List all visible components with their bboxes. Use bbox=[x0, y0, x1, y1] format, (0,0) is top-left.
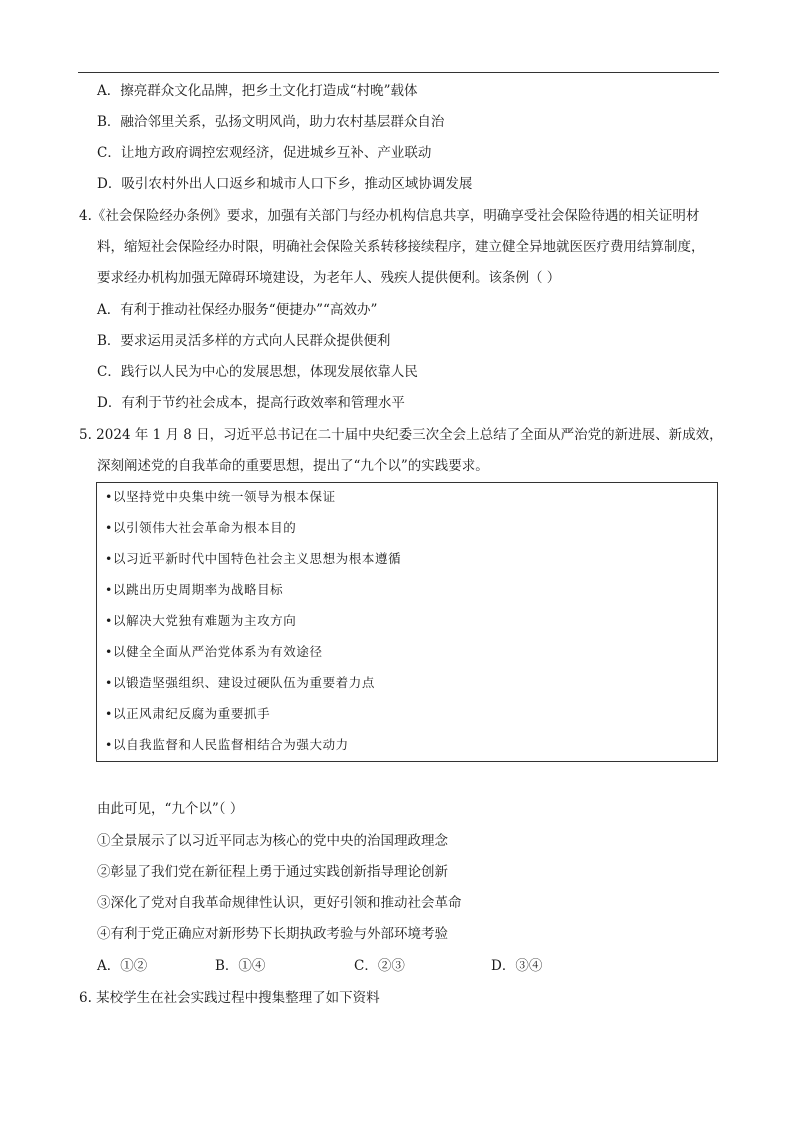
q6-stem: 6. 某校学生在社会实践过程中搜集整理了如下资料 bbox=[79, 990, 380, 1006]
q5-statement-4: ④有利于党正确应对新形势下长期执政考验与外部环境考验 bbox=[97, 926, 448, 942]
q5-statement-2: ②彰显了我们党在新征程上勇于通过实践创新指导理论创新 bbox=[97, 864, 448, 880]
q4-stem-line-3: 要求经办机构加强无障碍环境建设，为老年人、残疾人提供便利。该条例（ ） bbox=[97, 270, 561, 286]
q3-option-b: B．融洽邻里关系，弘扬文明风尚，助力农村基层群众自治 bbox=[97, 114, 445, 130]
q5-question: 由此可见，“九个以”（ ） bbox=[97, 801, 244, 817]
q5-statement-3: ③深化了党对自我革命规律性认识，更好引领和推动社会革命 bbox=[97, 895, 462, 911]
q5-choice-b: B．①④ bbox=[215, 958, 266, 974]
q3-option-d: D．吸引农村外出人口返乡和城市人口下乡，推动区域协调发展 bbox=[97, 176, 473, 192]
box-item: •以解决大党独有难题为主攻方向 bbox=[105, 613, 297, 628]
q5-stem-line-2: 深刻阐述党的自我革命的重要思想，提出了“九个以”的实践要求。 bbox=[97, 458, 489, 474]
q4-option-b: B．要求运用灵活多样的方式向人民群众提供便利 bbox=[97, 333, 391, 349]
q4-stem-line-2: 料，缩短社会保险经办时限，明确社会保险关系转移接续程序，建立健全异地就医医疗费用结算制度， bbox=[97, 239, 705, 255]
q5-material-box bbox=[96, 482, 718, 762]
q5-stem-line-1: 5. 2024 年 1 月 8 日，习近平总书记在二十届中央纪委三次全会上总结了全面从严治党的新进展、新成效， bbox=[79, 427, 723, 443]
box-item: •以健全全面从严治党体系为有效途径 bbox=[105, 644, 323, 659]
q4-option-c: C．践行以人民为中心的发展思想，体现发展依靠人民 bbox=[97, 364, 418, 380]
q5-choice-a: A．①② bbox=[97, 958, 148, 974]
q5-statement-1: ①全景展示了以习近平同志为核心的党中央的治国理政理念 bbox=[97, 833, 448, 849]
q5-choice-c: C．②③ bbox=[354, 958, 405, 974]
box-item: •以引领伟大社会革命为根本目的 bbox=[105, 520, 297, 535]
q4-stem-line-1: 4.《社会保险经办条例》要求，加强有关部门与经办机构信息共享，明确享受社会保险待遇的相关证明材 bbox=[79, 208, 700, 224]
box-item: •以习近平新时代中国特色社会主义思想为根本遵循 bbox=[105, 551, 402, 566]
q4-option-a: A．有利于推动社保经办服务“便捷办”“高效办” bbox=[97, 302, 378, 318]
q4-option-d: D．有利于节约社会成本，提高行政效率和管理水平 bbox=[97, 395, 405, 411]
box-item: •以自我监督和人民监督相结合为强大动力 bbox=[105, 737, 349, 752]
box-item: •以跳出历史周期率为战略目标 bbox=[105, 582, 284, 597]
box-item: •以锻造坚强组织、建设过硬队伍为重要着力点 bbox=[105, 675, 375, 690]
q5-choice-d: D．③④ bbox=[491, 958, 543, 974]
box-item: •以正风肃纪反腐为重要抓手 bbox=[105, 706, 271, 721]
header-rule bbox=[78, 72, 719, 73]
q5-choices bbox=[97, 956, 597, 976]
q3-option-c: C．让地方政府调控宏观经济，促进城乡互补、产业联动 bbox=[97, 145, 432, 161]
q3-option-a: A．擦亮群众文化品牌，把乡土文化打造成“村晚”载体 bbox=[97, 83, 418, 99]
box-item: •以坚持党中央集中统一领导为根本保证 bbox=[105, 489, 336, 504]
